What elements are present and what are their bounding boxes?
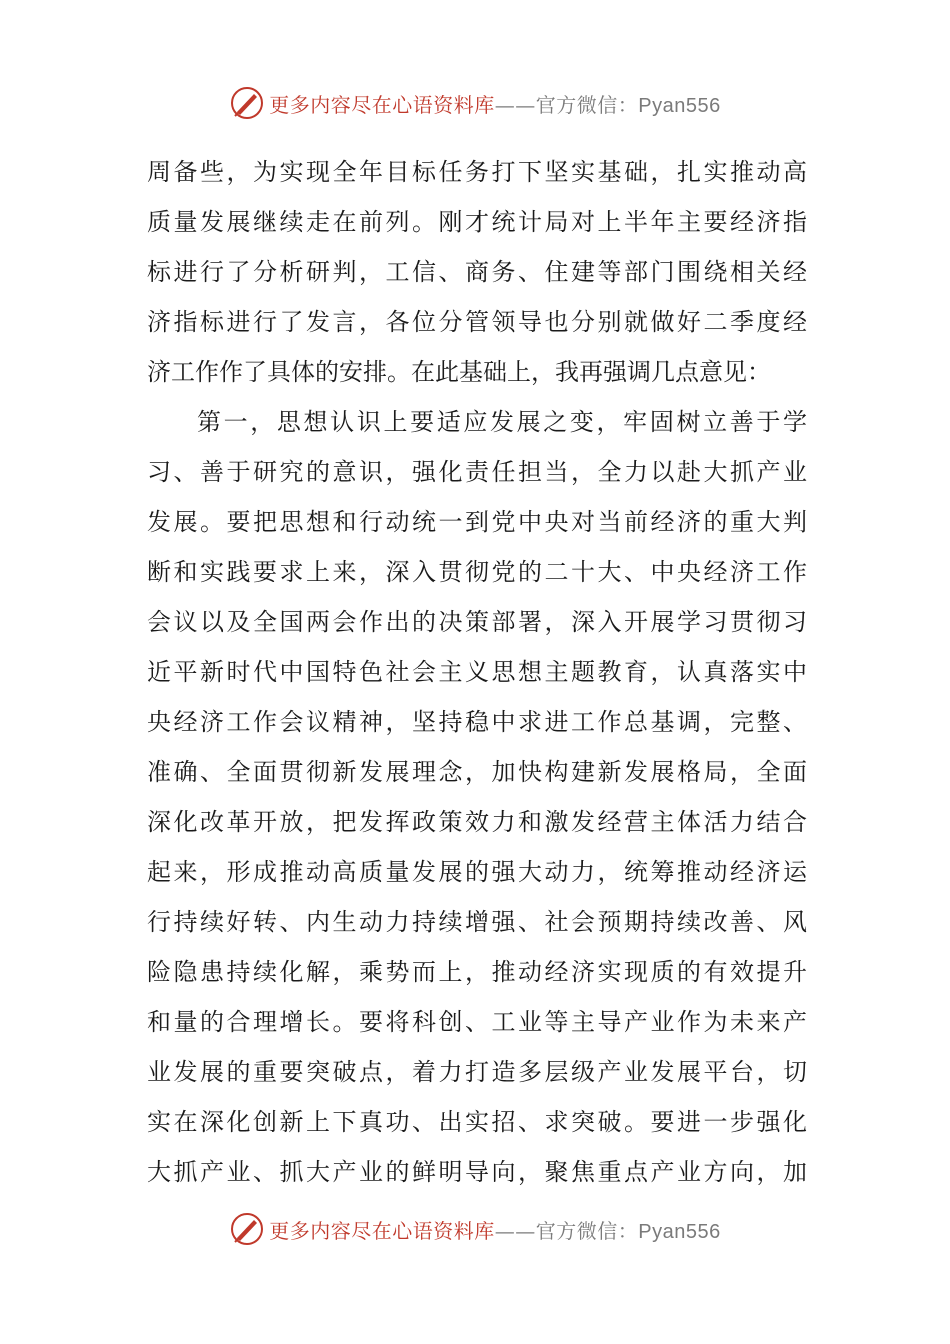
text-line: 深化改革开放，把发挥政策效力和激发经营主体活力结合 xyxy=(147,808,807,836)
header-watermark xyxy=(0,83,950,123)
watermark-label xyxy=(269,89,720,118)
text-line: 起来，形成推动高质量发展的强大动力，统筹推动经济运 xyxy=(147,858,807,886)
watermark-site-text: 更多内容尽在心语资料库 xyxy=(269,92,495,117)
text-line: 质量发展继续走在前列。刚才统计局对上半年主要经济指 xyxy=(147,208,807,236)
quill-logo-icon xyxy=(229,1211,265,1247)
paragraph-first-line: 第一，思想认识上要适应发展之变，牢固树立善于学 xyxy=(197,408,807,436)
text-line: 标进行了分析研判，工信、商务、住建等部门围绕相关经 xyxy=(147,258,807,286)
watermark-separator: —— xyxy=(494,92,536,117)
text-line: 会议以及全国两会作出的决策部署，深入开展学习贯彻习 xyxy=(147,608,807,636)
text-line: 周备些，为实现全年目标任务打下坚实基础，扎实推动高 xyxy=(147,158,807,186)
text-line: 和量的合理增长。要将科创、工业等主导产业作为未来产 xyxy=(147,1008,807,1036)
text-line: 济指标进行了发言，各位分管领导也分别就做好二季度经 xyxy=(147,308,807,336)
watermark-wechat-text: 官方微信：Pyan556 xyxy=(535,94,721,117)
text-line: 大抓产业、抓大产业的鲜明导向，聚焦重点产业方向，加 xyxy=(147,1158,807,1186)
text-line: 习、善于研究的意识，强化责任担当，全力以赴大抓产业 xyxy=(147,458,807,486)
watermark-label xyxy=(269,1215,720,1244)
text-line: 济工作作了具体的安排。在此基础上，我再强调几点意见： xyxy=(147,358,771,386)
text-line: 央经济工作会议精神，坚持稳中求进工作总基调，完整、 xyxy=(147,708,807,736)
watermark-wechat-text: 官方微信：Pyan556 xyxy=(535,1220,721,1243)
text-line: 发展。要把思想和行动统一到党中央对当前经济的重大判 xyxy=(147,508,807,536)
text-line: 行持续好转、内生动力持续增强、社会预期持续改善、风 xyxy=(147,908,807,936)
text-line: 近平新时代中国特色社会主义思想主题教育，认真落实中 xyxy=(147,658,807,686)
text-line: 险隐患持续化解，乘势而上，推动经济实现质的有效提升 xyxy=(147,958,807,986)
text-line: 业发展的重要突破点，着力打造多层级产业发展平台，切 xyxy=(147,1058,807,1086)
text-line: 准确、全面贯彻新发展理念，加快构建新发展格局，全面 xyxy=(147,758,807,786)
watermark-separator: —— xyxy=(494,1218,536,1243)
quill-logo-icon xyxy=(229,85,265,121)
text-line: 断和实践要求上来，深入贯彻党的二十大、中央经济工作 xyxy=(147,558,807,586)
text-line: 实在深化创新上下真功、出实招、求突破。要进一步强化 xyxy=(147,1108,807,1136)
footer-watermark xyxy=(0,1209,950,1249)
watermark-site-text: 更多内容尽在心语资料库 xyxy=(269,1218,495,1243)
document-body xyxy=(147,147,807,1197)
